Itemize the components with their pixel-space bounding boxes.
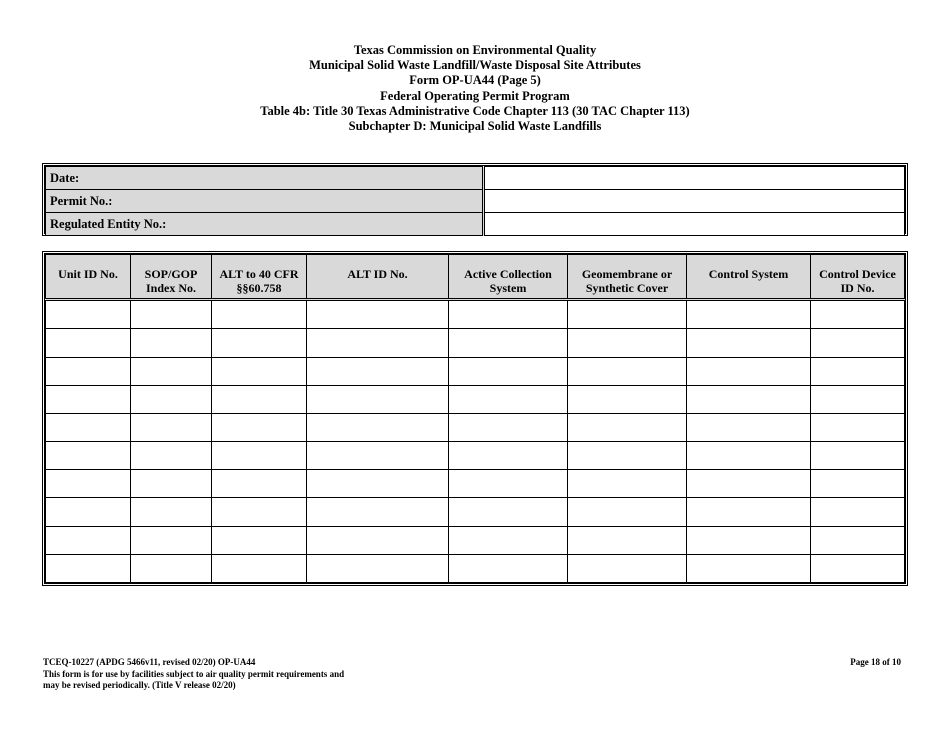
table-cell[interactable]: [131, 300, 212, 329]
entity-row: [46, 213, 905, 236]
table-cell[interactable]: [449, 413, 568, 441]
footer-line-usage: This form is for use by facilities subject to air quality permit requirements and: [43, 668, 345, 679]
table-row: [46, 470, 905, 498]
table-cell[interactable]: [687, 442, 811, 470]
table-cell[interactable]: [212, 470, 307, 498]
table-row: [46, 357, 905, 385]
table-cell[interactable]: [449, 329, 568, 357]
column-header-unit-id: Unit ID No.: [46, 255, 131, 300]
permit-label: Permit No.:: [46, 190, 484, 213]
table-row: [46, 526, 905, 554]
table-cell[interactable]: [46, 413, 131, 441]
table-cell[interactable]: [212, 554, 307, 582]
attributes-table: [45, 254, 905, 583]
table-cell[interactable]: [307, 329, 449, 357]
table-cell[interactable]: [568, 329, 687, 357]
table-cell[interactable]: [131, 413, 212, 441]
table-row: [46, 413, 905, 441]
table-cell[interactable]: [687, 498, 811, 526]
table-cell[interactable]: [46, 498, 131, 526]
table-cell[interactable]: [449, 357, 568, 385]
permit-row: [46, 190, 905, 213]
table-cell[interactable]: [131, 554, 212, 582]
table-cell[interactable]: [307, 554, 449, 582]
table-cell[interactable]: [131, 357, 212, 385]
table-cell[interactable]: [687, 413, 811, 441]
page-number: Page 18 of 10: [850, 657, 901, 667]
table-cell[interactable]: [131, 329, 212, 357]
regulated-entity-field[interactable]: [484, 213, 905, 236]
table-cell[interactable]: [307, 470, 449, 498]
header-line-agency: Texas Commission on Environmental Quality: [353, 43, 597, 57]
permit-info-table: [45, 166, 905, 236]
regulated-entity-label: Regulated Entity No.:: [46, 213, 484, 236]
table-cell[interactable]: [212, 413, 307, 441]
table-cell[interactable]: [811, 526, 905, 554]
column-header-alt-id: ALT ID No.: [307, 255, 449, 300]
table-cell[interactable]: [131, 442, 212, 470]
table-cell[interactable]: [307, 357, 449, 385]
table-cell[interactable]: [46, 442, 131, 470]
column-header-active-collection: Active Collection System: [449, 255, 568, 300]
table-cell[interactable]: [568, 470, 687, 498]
table-cell[interactable]: [811, 554, 905, 582]
table-cell[interactable]: [568, 357, 687, 385]
table-cell[interactable]: [811, 498, 905, 526]
table-cell[interactable]: [687, 357, 811, 385]
footer-line-revision: may be revised periodically. (Title V release 02/20): [43, 680, 236, 690]
table-cell[interactable]: [687, 526, 811, 554]
table-row: [46, 329, 905, 357]
table-cell[interactable]: [687, 329, 811, 357]
table-row: [46, 498, 905, 526]
table-cell[interactable]: [212, 329, 307, 357]
date-field[interactable]: [484, 167, 905, 190]
table-cell[interactable]: [46, 300, 131, 329]
table-cell[interactable]: [687, 554, 811, 582]
table-cell[interactable]: [568, 554, 687, 582]
header-line-form-number: Form OP-UA44 (Page 5): [409, 73, 541, 88]
table-cell[interactable]: [811, 357, 905, 385]
table-cell[interactable]: [811, 329, 905, 357]
column-header-sop-gop: SOP/GOP Index No.: [131, 255, 212, 300]
table-cell[interactable]: [687, 300, 811, 329]
table-cell[interactable]: [449, 554, 568, 582]
table-row: [46, 442, 905, 470]
footer-form-info: [43, 657, 344, 692]
table-cell[interactable]: [46, 554, 131, 582]
permit-info-box: [42, 163, 908, 236]
table-cell[interactable]: [307, 526, 449, 554]
table-cell[interactable]: [568, 442, 687, 470]
column-header-control-device: Control Device ID No.: [811, 255, 905, 300]
table-cell[interactable]: [212, 300, 307, 329]
date-row: [46, 167, 905, 190]
table-cell[interactable]: [687, 470, 811, 498]
table-cell[interactable]: [449, 526, 568, 554]
table-cell[interactable]: [568, 498, 687, 526]
table-cell[interactable]: [212, 498, 307, 526]
table-cell[interactable]: [449, 498, 568, 526]
header-line-program: Federal Operating Permit Program: [380, 88, 570, 103]
table-cell[interactable]: [212, 442, 307, 470]
table-row: [46, 554, 905, 582]
header-line-subchapter: Subchapter D: Municipal Solid Waste Landfills: [348, 119, 602, 134]
table-cell[interactable]: [46, 385, 131, 413]
column-header-control-system: Control System: [687, 255, 811, 300]
table-cell[interactable]: [46, 329, 131, 357]
table-cell[interactable]: [212, 385, 307, 413]
table-cell[interactable]: [307, 385, 449, 413]
table-cell[interactable]: [131, 385, 212, 413]
table-header-row: [46, 255, 905, 300]
table-cell[interactable]: [568, 526, 687, 554]
table-cell[interactable]: [811, 413, 905, 441]
table-cell[interactable]: [307, 498, 449, 526]
table-cell[interactable]: [811, 300, 905, 329]
table-cell[interactable]: [131, 526, 212, 554]
table-cell[interactable]: [307, 413, 449, 441]
table-cell[interactable]: [811, 442, 905, 470]
header-line-table-title: Table 4b: Title 30 Texas Administrative Code Chapter 113 (30 TAC Chapter 113): [260, 103, 690, 118]
table-row: [46, 300, 905, 329]
table-cell[interactable]: [449, 442, 568, 470]
attributes-table-box: [42, 251, 908, 586]
table-cell[interactable]: [46, 357, 131, 385]
table-cell[interactable]: [131, 470, 212, 498]
table-cell[interactable]: [568, 385, 687, 413]
table-cell[interactable]: [449, 470, 568, 498]
table-cell[interactable]: [568, 413, 687, 441]
column-header-geomembrane: Geomembrane or Synthetic Cover: [568, 255, 687, 300]
table-cell[interactable]: [811, 470, 905, 498]
table-cell[interactable]: [568, 300, 687, 329]
footer-line-form-id: TCEQ-10227 (APDG 5466v11, revised 02/20) OP-UA44: [43, 657, 256, 667]
table-cell[interactable]: [131, 498, 212, 526]
column-header-alt-cfr: ALT to 40 CFR §§60.758: [212, 255, 307, 300]
table-cell[interactable]: [46, 526, 131, 554]
table-cell[interactable]: [449, 300, 568, 329]
form-header: [0, 43, 950, 134]
table-cell[interactable]: [811, 385, 905, 413]
date-label: Date:: [46, 167, 484, 190]
table-cell[interactable]: [307, 300, 449, 329]
table-cell[interactable]: [307, 442, 449, 470]
table-body: [46, 300, 905, 583]
table-cell[interactable]: [212, 357, 307, 385]
table-cell[interactable]: [449, 385, 568, 413]
table-cell[interactable]: [46, 470, 131, 498]
table-row: [46, 385, 905, 413]
permit-field[interactable]: [484, 190, 905, 213]
table-cell[interactable]: [687, 385, 811, 413]
header-line-form-title: Municipal Solid Waste Landfill/Waste Disposal Site Attributes: [309, 58, 641, 73]
table-cell[interactable]: [212, 526, 307, 554]
